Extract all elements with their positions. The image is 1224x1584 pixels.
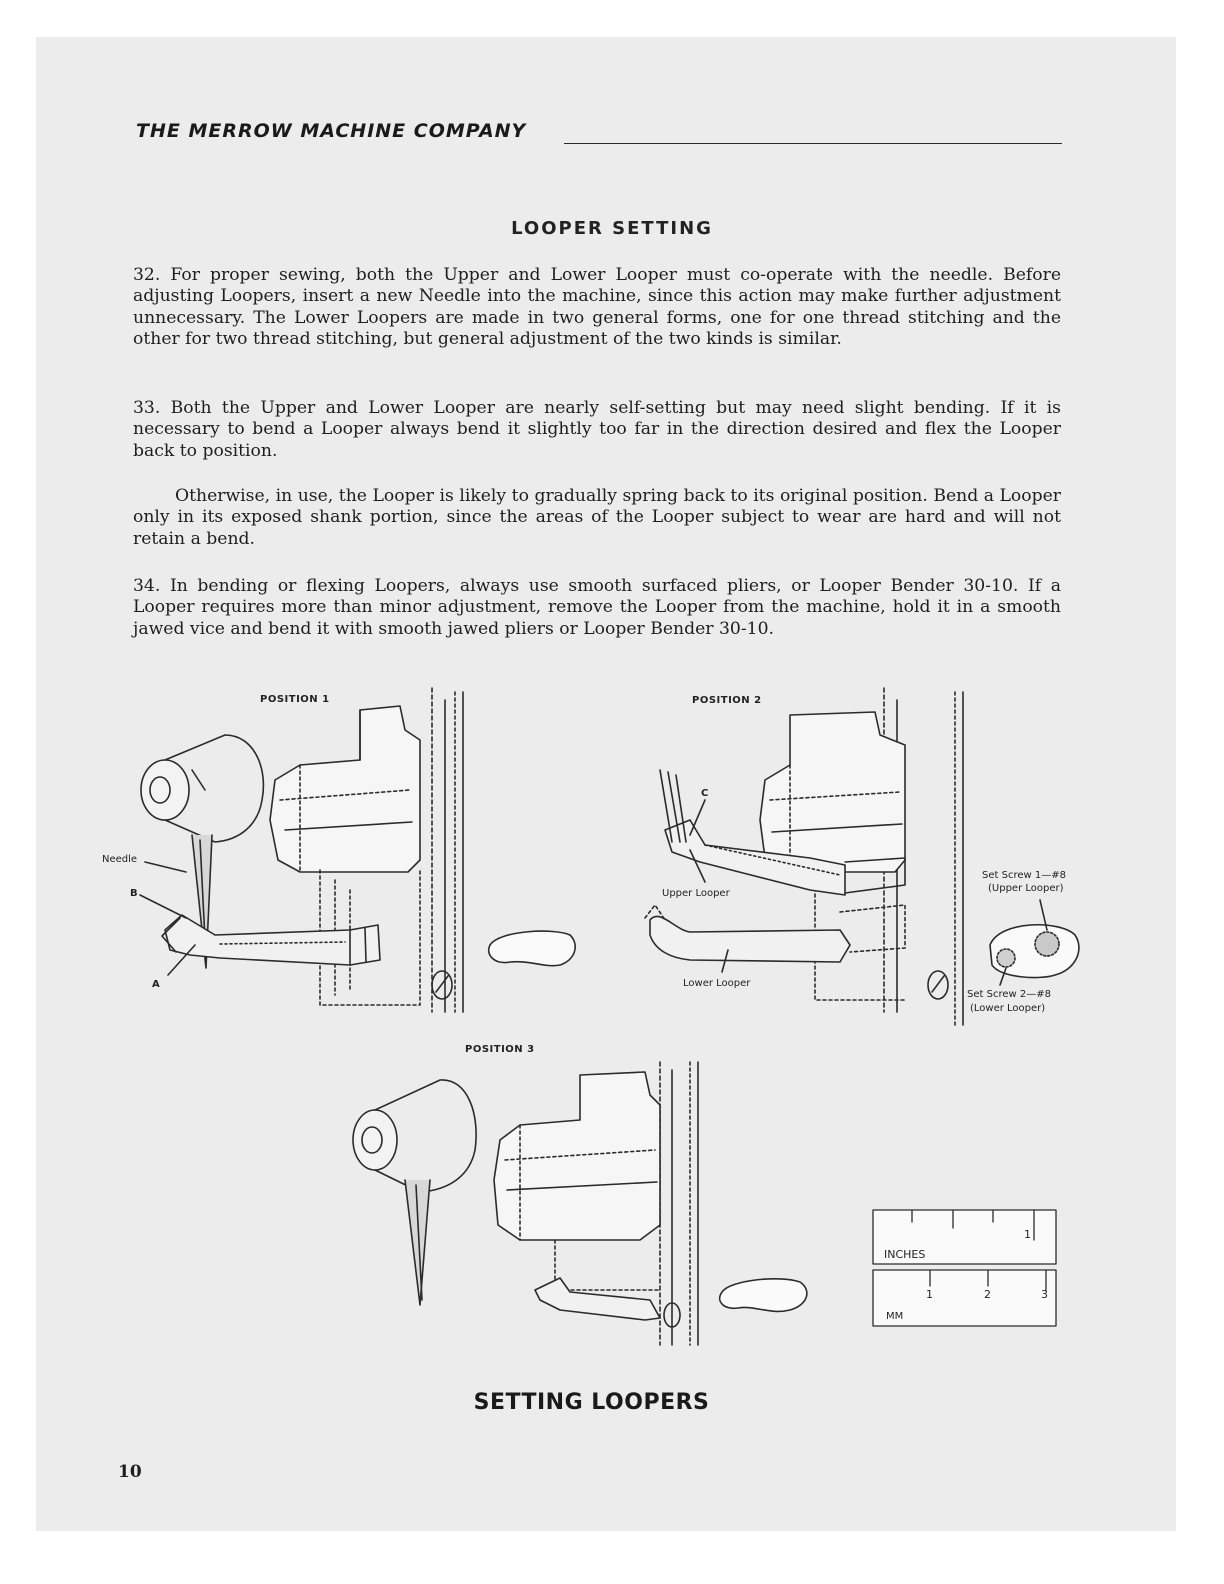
ruler-mm-mark-1: 1 [926,1288,933,1301]
position-3-drawing [353,1062,807,1345]
lower-looper-callout: Lower Looper [683,978,751,989]
paragraph-32: 32. For proper sewing, both the Upper and Lower Looper must co-operate with the needle. Before adjusting Loopers, insert a new Needle into the machine, since this action may make further adjustment unnecessary. The Lower Loopers are made in two general forms, one for one thread stitching and the other for two thread stitching, but general adjustment of the two kinds is similar. [133,265,1061,350]
ruler-mm-label: MM [886,1311,904,1322]
company-name: THE MERROW MACHINE COMPANY [136,120,527,142]
upper-looper-callout: Upper Looper [662,888,730,899]
callout-a: A [152,979,160,990]
set-screw-1-sub: (Upper Looper) [988,883,1064,894]
needle-callout: Needle [102,854,138,865]
callout-c: C [701,788,709,799]
figure-caption: SETTING LOOPERS [473,1390,710,1415]
callout-b: B [130,888,138,899]
position-3-label: POSITION 3 [465,1044,535,1055]
paragraph-34: 34. In bending or flexing Loopers, always use smooth surfaced pliers, or Looper Bender 30-10. If a Looper requires more than minor adjustment, remove the Looper from the machine, hold it in a smooth jawed vice and bend it with smooth jawed pliers or Looper Bender 30-10. [133,576,1061,639]
set-screw-1-callout: Set Screw 1—#8 [982,870,1066,881]
position-2-label: POSITION 2 [692,695,762,706]
set-screw-2-sub: (Lower Looper) [970,1003,1046,1014]
ruler-mm-mark-3: 3 [1041,1288,1048,1301]
position-1-drawing [140,688,575,1012]
position-2-drawing [645,688,1079,1025]
ruler-mm-mark-2: 2 [984,1288,991,1301]
set-screw-2-callout: Set Screw 2—#8 [967,989,1051,1000]
paragraph-33: 33. Both the Upper and Lower Looper are nearly self-setting but may need slight bending. If it is necessary to bend a Looper always bend it slightly too far in the direction desired and flex the Looper back to position. [133,398,1061,461]
ruler-inches-label: INCHES [884,1248,926,1261]
section-title: LOOPER SETTING [511,218,713,239]
paragraph-otherwise: Otherwise, in use, the Looper is likely to gradually spring back to its original position. Bend a Looper only in its exposed shank portion, since the areas of the Looper subject to wear are hard and will not retain a bend. [133,486,1061,549]
position-1-label: POSITION 1 [260,694,330,705]
page-number: 10 [118,1462,142,1482]
ruler-inch-mark: 1 [1024,1228,1031,1241]
